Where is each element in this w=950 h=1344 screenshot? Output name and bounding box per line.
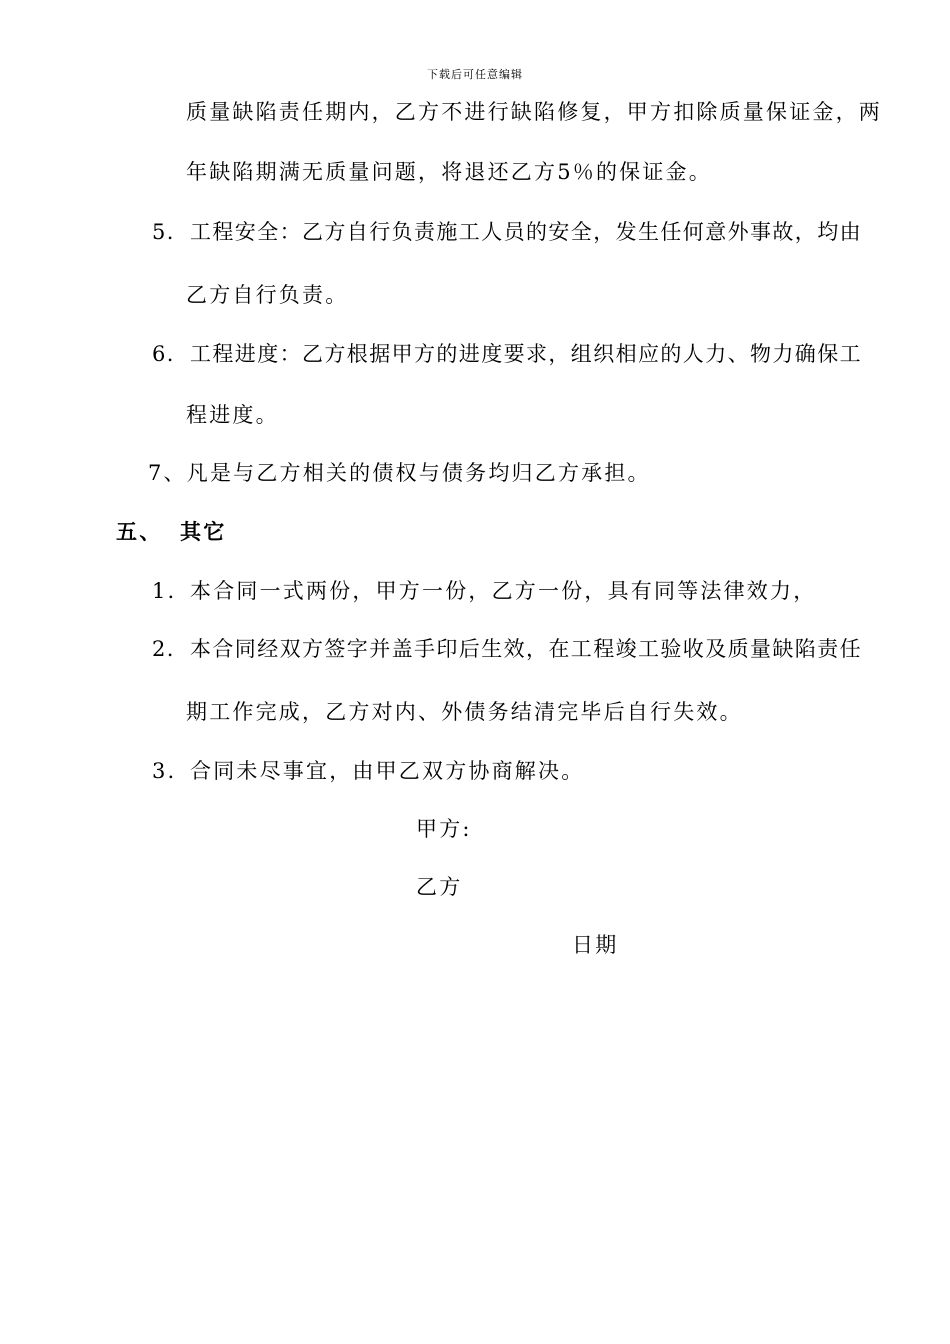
item-text: 本合同一式两份，甲方一份，乙方一份，具有同等法律效力，: [190, 579, 817, 603]
page-header: 下载后可任意编辑: [427, 68, 523, 81]
clause-4-continuation-line-1: [186, 100, 882, 124]
section-number: 五、: [116, 519, 163, 544]
item-number: 3.: [152, 759, 177, 783]
item-text: 合同未尽事宜，由甲乙双方协商解决。: [190, 759, 585, 783]
clause-text: 工程进度：乙方根据甲方的进度要求，组织相应的人力、物力确保工: [190, 342, 862, 366]
item-number: 1.: [152, 579, 177, 603]
item-text: 本合同经双方签字并盖手印后生效，在工程竣工验收及质量缺陷责任: [190, 637, 862, 661]
clause-number: 6.: [152, 342, 175, 366]
clause-6-line-2: 程进度。: [186, 403, 279, 427]
clause-number: 5.: [152, 220, 175, 244]
clause-5-line-2: 乙方自行负责。: [186, 283, 349, 307]
signature-party-b: 乙方: [416, 875, 463, 899]
clause-7: 7、凡是与乙方相关的债权与债务均归乙方承担。: [148, 461, 651, 485]
other-item-1: [152, 579, 816, 603]
clause-text: 质量缺陷责任期内，乙方不进行缺陷修复，甲方扣除质量保证金，两: [186, 100, 882, 124]
clause-6: [152, 342, 862, 366]
clause-5: [152, 220, 862, 244]
other-item-2-line-2: 期工作完成，乙方对内、外债务结清完毕后自行失效。: [186, 700, 743, 724]
section-heading: [116, 520, 226, 544]
signature-party-a: 甲方:: [416, 817, 472, 841]
clause-4-continuation-line-2: 年缺陷期满无质量问题，将退还乙方5％的保证金。: [186, 160, 712, 184]
signature-date: 日期: [572, 933, 619, 957]
section-title: 其它: [180, 519, 227, 544]
clause-text: 工程安全：乙方自行负责施工人员的安全，发生任何意外事故，均由: [190, 220, 862, 244]
other-item-2: [152, 637, 862, 661]
other-item-3: [152, 759, 584, 783]
item-number: 2.: [152, 637, 175, 661]
